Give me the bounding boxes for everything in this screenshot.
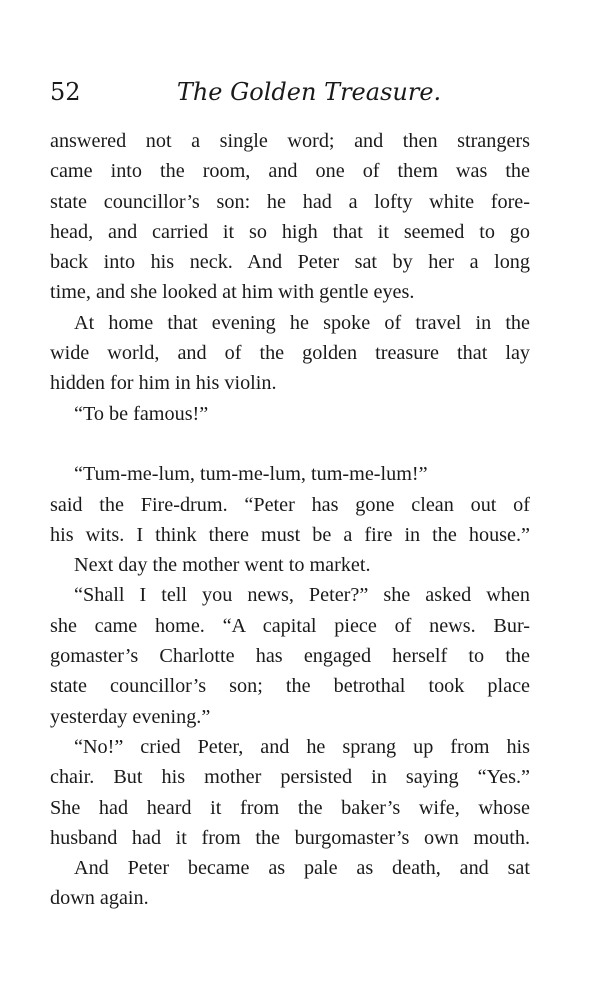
text-line: came into the room, and one of them was the xyxy=(50,160,530,183)
text-line: And Peter became as pale as death, and sat xyxy=(74,857,530,880)
text-line: gomaster’s Charlotte has engaged herself to the xyxy=(50,645,530,668)
text-line: she came home. “A capital piece of news. Bur- xyxy=(50,614,530,637)
text-line: “To be famous!” xyxy=(74,402,209,425)
text-line: time, and she looked at him with gentle eyes. xyxy=(50,281,415,304)
text-line: husband had it from the burgomaster’s own mouth. xyxy=(50,826,530,849)
text-line: hidden for him in his violin. xyxy=(50,372,277,395)
paragraph-gap xyxy=(50,429,530,459)
text-line: “Shall I tell you news, Peter?” she asked when xyxy=(74,584,530,607)
text-line: down again. xyxy=(50,887,149,910)
text-line: back into his neck. And Peter sat by her a long xyxy=(50,251,530,274)
text-line: wide world, and of the golden treasure that lay xyxy=(50,342,530,365)
text-line: said the Fire-drum. “Peter has gone clean out of xyxy=(50,493,530,516)
running-title: The Golden Treasure. xyxy=(176,78,442,106)
text-line: Next day the mother went to market. xyxy=(74,554,371,577)
text-line: head, and carried it so high that it seemed to go xyxy=(50,220,530,243)
text-line: At home that evening he spoke of travel in the xyxy=(74,311,530,334)
text-line: state councillor’s son: he had a lofty white fore- xyxy=(50,190,530,213)
text-line: yesterday evening.” xyxy=(50,705,211,728)
text-line: state councillor’s son; the betrothal took place xyxy=(50,675,530,698)
text-line: answered not a single word; and then strangers xyxy=(50,130,530,152)
text-line: She had heard it from the baker’s wife, whose xyxy=(50,796,530,819)
text-line: “No!” cried Peter, and he sprang up from his xyxy=(74,735,530,758)
text-line: “Tum-me-lum, tum-me-lum, tum-me-lum!” xyxy=(74,463,428,486)
page-number: 52 xyxy=(50,78,81,106)
page-header xyxy=(50,78,528,108)
text-line: his wits. I think there must be a fire in the house.” xyxy=(50,523,530,546)
body-text xyxy=(50,126,530,914)
text-line: chair. But his mother persisted in saying “Yes.” xyxy=(50,766,530,789)
